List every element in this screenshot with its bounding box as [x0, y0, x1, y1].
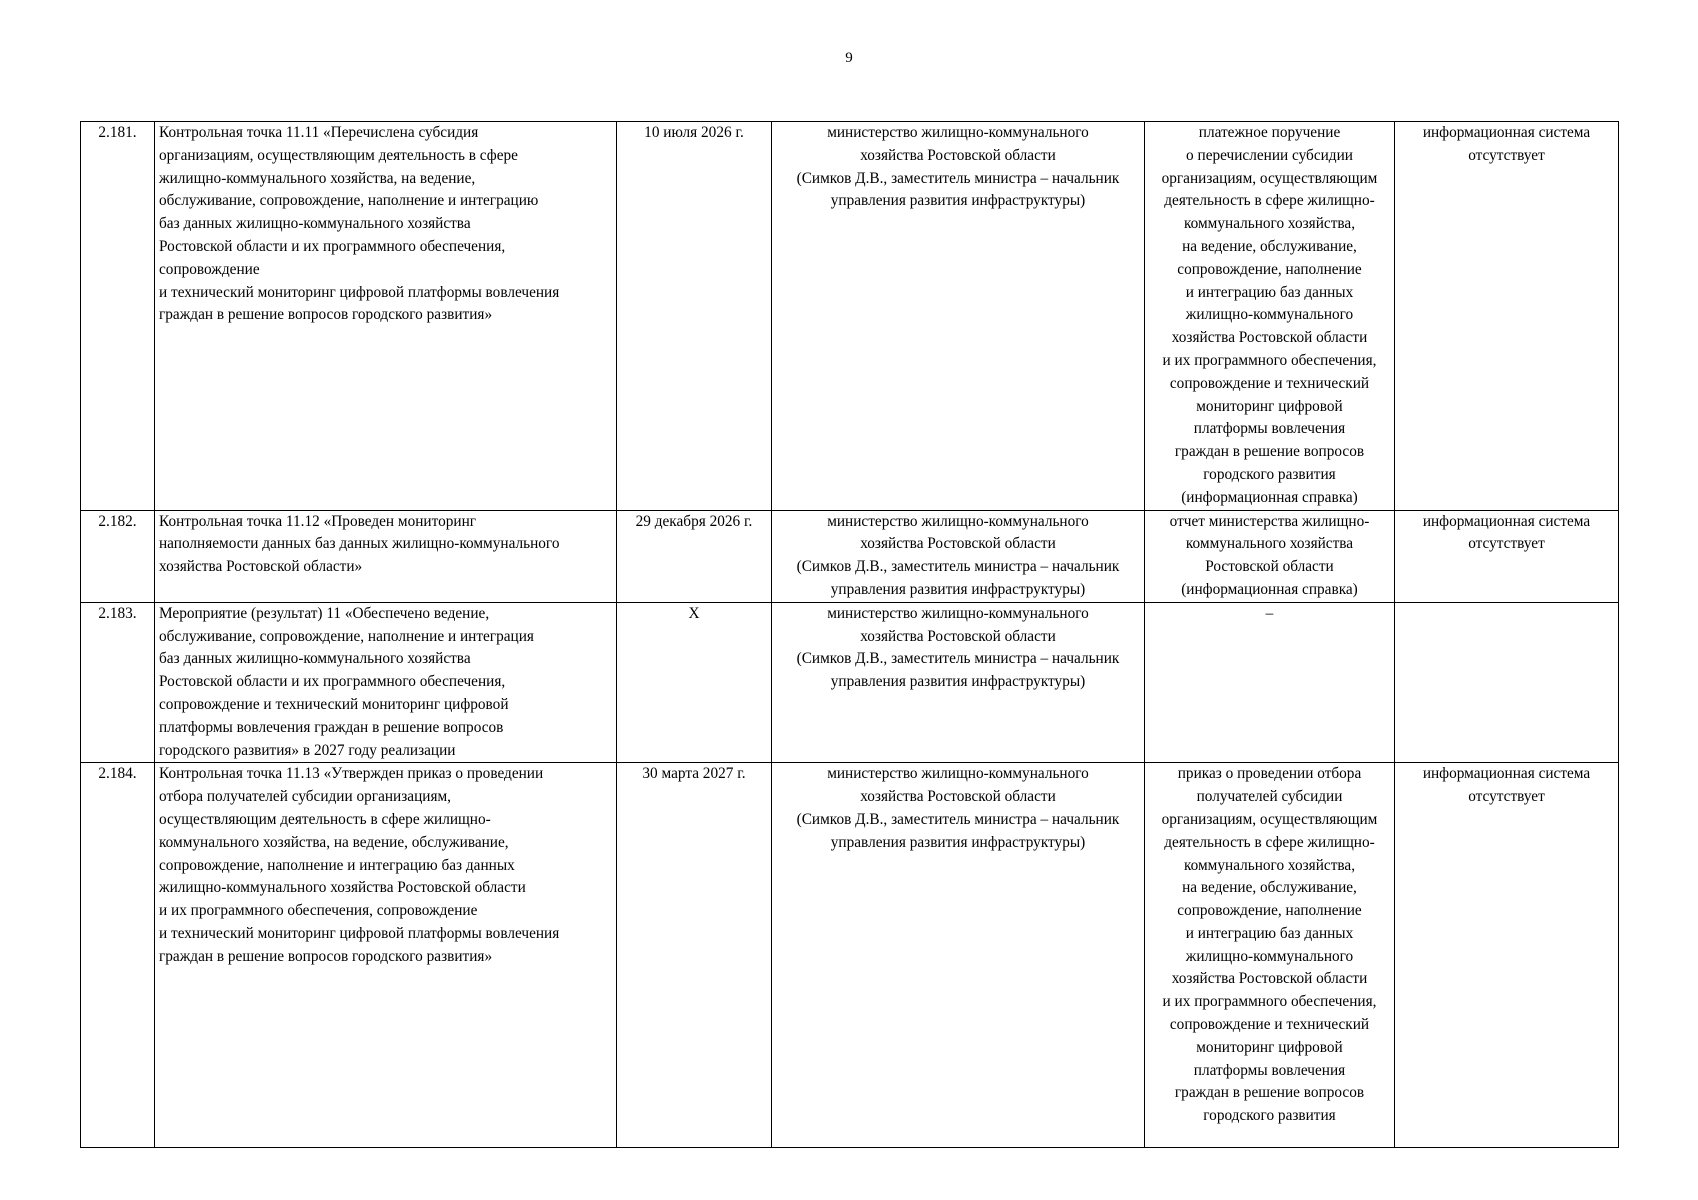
- event-name-cell: [155, 763, 617, 1148]
- text-line: и их программного обеспечения, сопровождение: [159, 902, 478, 920]
- text-line: и интеграцию баз данных: [1185, 924, 1354, 942]
- text-line: граждан в решение вопросов: [1174, 443, 1365, 461]
- text-line: сопровождение и технический мониторинг цифровой: [159, 695, 509, 713]
- text-line: жилищно-коммунального хозяйства Ростовской области: [159, 879, 526, 897]
- event-name-cell: [155, 602, 617, 763]
- text-line: обслуживание, сопровождение, наполнение и интеграцию: [159, 192, 539, 210]
- text-line: сопровождение и технический: [1169, 374, 1370, 392]
- text-line: сопровождение: [159, 260, 260, 278]
- text-line: сопровождение, наполнение: [1177, 902, 1362, 920]
- text-line: (информационная справка): [1181, 488, 1358, 506]
- text-line: баз данных жилищно-коммунального хозяйства: [159, 215, 471, 233]
- text-line: Контрольная точка 11.13 «Утвержден приказ о проведении: [159, 765, 544, 783]
- text-line: управления развития инфраструктуры): [830, 192, 1086, 210]
- text-line: платформы вовлечения: [1193, 1061, 1346, 1079]
- text-line: жилищно-коммунального: [1185, 306, 1354, 324]
- text-line: городского развития: [1203, 465, 1336, 483]
- text-line: информационная система: [1422, 765, 1591, 783]
- text-line: на ведение, обслуживание,: [1182, 237, 1357, 255]
- due-date: 29 декабря 2026 г.: [617, 510, 772, 602]
- text-line: хозяйства Ростовской области»: [159, 558, 363, 576]
- text-line: и технический мониторинг цифровой платформы вовлечения: [159, 924, 560, 942]
- text-line: (Симков Д.В., заместитель министра – начальник: [796, 169, 1120, 187]
- responsible-cell: [772, 510, 1145, 602]
- responsible-cell: [772, 763, 1145, 1148]
- due-date: X: [617, 602, 772, 763]
- text-line: городского развития» в 2027 году реализации: [159, 741, 456, 759]
- text-line: управления развития инфраструктуры): [830, 833, 1086, 851]
- dash-placeholder: –: [1265, 604, 1274, 622]
- text-line: Мероприятие (результат) 11 «Обеспечено ведение,: [159, 604, 490, 622]
- row-number: 2.182.: [81, 510, 155, 602]
- text-line: хозяйства Ростовской области: [1171, 970, 1368, 988]
- page-number: 9: [845, 50, 853, 66]
- text-line: хозяйства Ростовской области: [860, 535, 1056, 553]
- table-row: [81, 122, 1619, 511]
- text-line: обслуживание, сопровождение, наполнение и интеграция: [159, 627, 534, 645]
- text-line: Ростовской области и их программного обеспечения,: [159, 673, 506, 691]
- information-system-cell: [1395, 763, 1619, 1148]
- text-line: сопровождение и технический: [1169, 1016, 1370, 1034]
- row-number: 2.181.: [81, 122, 155, 511]
- event-name-cell: [155, 510, 617, 602]
- text-line: министерство жилищно-коммунального: [827, 124, 1089, 141]
- text-line: осуществляющим деятельность в сфере жилищно-: [159, 810, 491, 828]
- text-line: (Симков Д.В., заместитель министра – начальник: [796, 810, 1120, 828]
- text-line: платформы вовлечения: [1193, 420, 1346, 438]
- confirming-document-cell: [1145, 510, 1395, 602]
- text-line: отсутствует: [1468, 788, 1545, 806]
- table-row: [81, 602, 1619, 763]
- text-line: управления развития инфраструктуры): [830, 673, 1086, 691]
- text-line: сопровождение, наполнение и интеграцию баз данных: [159, 856, 515, 874]
- text-line: (Симков Д.В., заместитель министра – начальник: [796, 558, 1120, 576]
- text-line: Контрольная точка 11.11 «Перечислена субсидия: [159, 124, 479, 141]
- text-line: хозяйства Ростовской области: [860, 146, 1056, 164]
- text-line: и их программного обеспечения,: [1162, 351, 1377, 369]
- table-row: [81, 510, 1619, 602]
- text-line: граждан в решение вопросов городского развития»: [159, 947, 493, 965]
- text-line: министерство жилищно-коммунального: [827, 512, 1089, 530]
- row-number: 2.184.: [81, 763, 155, 1148]
- text-line: мониторинг цифровой: [1196, 397, 1343, 415]
- text-line: платежное поручение: [1198, 124, 1341, 141]
- text-line: жилищно-коммунального хозяйства, на ведение,: [159, 169, 476, 187]
- text-line: (Симков Д.В., заместитель министра – начальник: [796, 650, 1120, 668]
- text-line: хозяйства Ростовской области: [860, 788, 1056, 806]
- text-line: коммунального хозяйства,: [1183, 856, 1356, 874]
- text-line: и интеграцию баз данных: [1185, 283, 1354, 301]
- confirming-document-cell: [1145, 122, 1395, 511]
- text-line: и технический мониторинг цифровой платформы вовлечения: [159, 283, 560, 301]
- text-line: хозяйства Ростовской области: [1171, 329, 1368, 347]
- text-line: коммунального хозяйства,: [1183, 215, 1356, 233]
- text-line: приказ о проведении отбора: [1177, 765, 1362, 783]
- text-line: жилищно-коммунального: [1185, 947, 1354, 965]
- text-line: граждан в решение вопросов городского развития»: [159, 306, 493, 324]
- information-system-cell: [1395, 510, 1619, 602]
- text-line: наполняемости данных баз данных жилищно-коммунального: [159, 535, 560, 553]
- responsible-cell: [772, 122, 1145, 511]
- row-number: 2.183.: [81, 602, 155, 763]
- text-line: деятельность в сфере жилищно-: [1164, 192, 1375, 210]
- text-line: городского развития: [1203, 1107, 1336, 1125]
- text-line: министерство жилищно-коммунального: [827, 604, 1089, 622]
- text-line: министерство жилищно-коммунального: [827, 765, 1089, 783]
- text-line: отсутствует: [1468, 146, 1545, 164]
- text-line: мониторинг цифровой: [1196, 1038, 1343, 1056]
- text-line: сопровождение, наполнение: [1177, 260, 1362, 278]
- text-line: организациям, осуществляющим деятельность в сфере: [159, 146, 518, 164]
- text-line: Контрольная точка 11.12 «Проведен мониторинг: [159, 512, 477, 530]
- text-line: информационная система: [1422, 512, 1591, 530]
- information-system-cell: [1395, 122, 1619, 511]
- text-line: Ростовской области: [1205, 558, 1334, 576]
- text-line: отбора получателей субсидии организациям,: [159, 788, 451, 806]
- text-line: организациям, осуществляющим: [1161, 169, 1378, 187]
- text-line: граждан в решение вопросов: [1174, 1084, 1365, 1102]
- text-line: управления развития инфраструктуры): [830, 580, 1086, 598]
- text-line: хозяйства Ростовской области: [860, 627, 1056, 645]
- information-system-cell: [1395, 602, 1619, 763]
- text-line: отчет министерства жилищно-: [1169, 512, 1370, 530]
- event-name-cell: [155, 122, 617, 511]
- table-row: [81, 763, 1619, 1148]
- text-line: информационная система: [1422, 124, 1591, 141]
- text-line: на ведение, обслуживание,: [1182, 879, 1357, 897]
- due-date: 30 марта 2027 г.: [617, 763, 772, 1148]
- text-line: коммунального хозяйства, на ведение, обслуживание,: [159, 833, 509, 851]
- text-line: о перечислении субсидии: [1186, 146, 1353, 164]
- text-line: платформы вовлечения граждан в решение вопросов: [159, 718, 504, 736]
- responsible-cell: [772, 602, 1145, 763]
- confirming-document-cell: [1145, 763, 1395, 1148]
- text-line: получателей субсидии: [1196, 788, 1343, 806]
- confirming-document-cell: [1145, 602, 1395, 763]
- text-line: деятельность в сфере жилищно-: [1164, 833, 1375, 851]
- text-line: организациям, осуществляющим: [1161, 810, 1378, 828]
- text-line: баз данных жилищно-коммунального хозяйства: [159, 650, 471, 668]
- text-line: (информационная справка): [1181, 580, 1358, 598]
- text-line: и их программного обеспечения,: [1162, 993, 1377, 1011]
- control-points-table: [80, 121, 1619, 1148]
- due-date: 10 июля 2026 г.: [617, 122, 772, 511]
- text-line: отсутствует: [1468, 535, 1545, 553]
- text-line: Ростовской области и их программного обеспечения,: [159, 237, 506, 255]
- text-line: коммунального хозяйства: [1185, 535, 1354, 553]
